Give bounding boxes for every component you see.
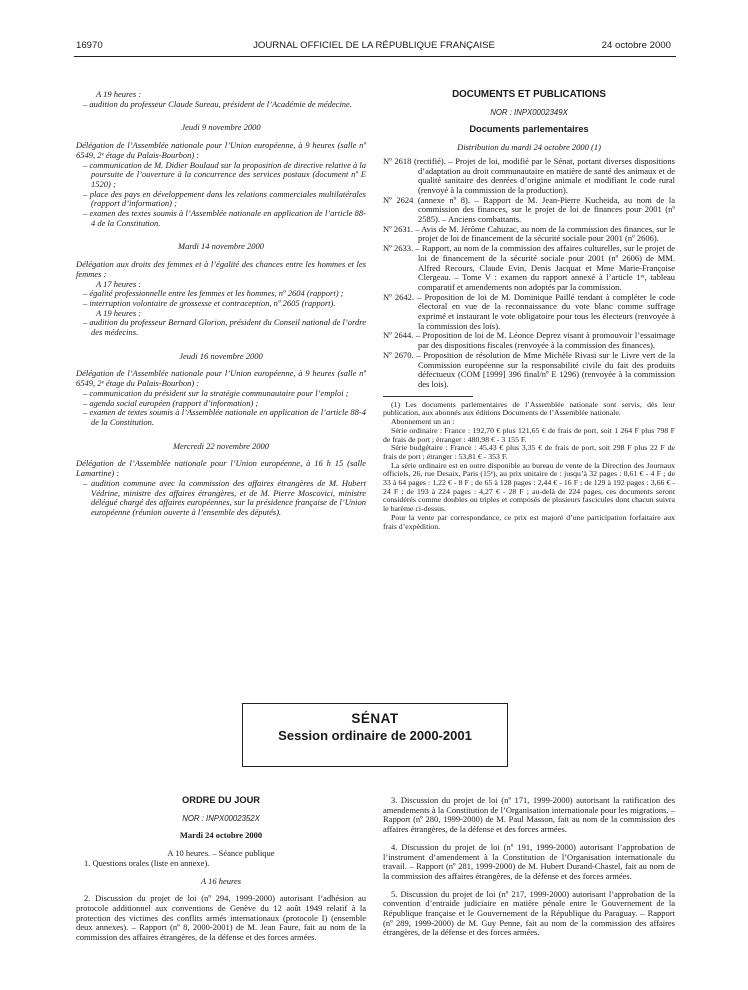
session-time: A 16 heures bbox=[200, 875, 242, 886]
document-entry: Nº 2633. – Rapport, au nom de la commission des affaires culturelles, sur le projet de loi de financement de la sécurité sociale pour 2001 (nº 2606) de MM. Alfred Recours, Claude Evin, Denis Jacquat et Mme Marie-Françoise Clergeau. – Tome V : examen du rapport annexé à l’article 1ᵉʳ, tableau comparatif et amendements non adoptés par la commission. bbox=[383, 243, 675, 292]
document-entry: Nº 2644. – Proposition de loi de M. Léonce Deprez visant à promouvoir l’essaimage par des dispositions fiscales (renvoyée à la commission des finances). bbox=[383, 330, 675, 351]
senat-banner bbox=[242, 703, 508, 767]
agenda-item: – agenda social européen (rapport d’information) ; bbox=[83, 397, 259, 408]
ordre-right-column bbox=[383, 796, 675, 938]
agenda-item: – place des pays en développement dans les relations commerciales multilatérales (rapport d’information) ; bbox=[83, 188, 366, 209]
footnote: (1) Les documents parlementaires de l’Assemblée nationale sont servis, dès leur publication, aux abonnés aux éditions Documents de l’Assemblée nationale. bbox=[383, 399, 675, 418]
nor-reference: NOR : INPX0002349X bbox=[490, 107, 568, 117]
day-heading: Mercredi 22 novembre 2000 bbox=[172, 440, 270, 451]
document-entry: Nº 2624 (annexe nº 8). – Rapport de M. Jean-Pierre Kucheida, au nom de la commission des finances, sur le projet de loi de finances pour 2001 (nº 2585). – Anciens combattants. bbox=[383, 194, 675, 225]
right-column bbox=[383, 90, 675, 531]
left-column bbox=[76, 90, 366, 518]
document-entry: Nº 2642. – Proposition de loi de M. Dominique Paillé tendant à compléter le code électoral en vue de la reconnaissance du vote blanc comme suffrage exprimé et instaurant le vote obligatoire pour tous les électeurs (renvoyée à la commission des lois). bbox=[383, 291, 675, 331]
time-label: A 19 heures : bbox=[96, 307, 142, 318]
footnote: Abonnement un an : bbox=[391, 417, 455, 427]
day-heading: Mardi 14 novembre 2000 bbox=[177, 241, 264, 252]
issue-date: 24 octobre 2000 bbox=[601, 40, 671, 51]
footnote: Pour la vente par correspondance, ce prix est majoré d’une participation forfaitaire aux frais d’expédition. bbox=[383, 512, 675, 531]
day-heading: Jeudi 9 novembre 2000 bbox=[181, 122, 261, 133]
document-entry: Nº 2670. – Proposition de résolution de Mme Michèle Rivasi sur le Livre vert de la Commission européenne sur la responsabilité civile du fait des produits défectueux (COM [1999] 396 final/nº E 1296) (renvoyée à la commission des lois). bbox=[383, 349, 675, 389]
nor-reference: NOR : INPX0002352X bbox=[182, 813, 260, 823]
delegation-intro: Délégation de l’Assemblée nationale pour l’Union européenne, à 16 h 15 (salle Lamartine) : bbox=[76, 458, 366, 479]
journal-title: JOURNAL OFFICIEL DE LA RÉPUBLIQUE FRANÇAISE bbox=[253, 40, 495, 51]
senat-session: Session ordinaire de 2000-2001 bbox=[278, 728, 472, 743]
agenda-item: – interruption volontaire de grossesse et contraception, nº 2605 (rapport). bbox=[83, 297, 336, 308]
document-entry: Nº 2631. – Avis de M. Jérôme Cahuzac, au nom de la commission des finances, sur le projet de loi de financement de la sécurité sociale pour 2001 (nº 2606). bbox=[383, 223, 675, 244]
delegation-intro: Délégation aux droits des femmes et à l’égalité des chances entre les hommes et les femmes : bbox=[76, 259, 366, 279]
page-header bbox=[0, 40, 748, 54]
ordre-item: 3. Discussion du projet de loi (nº 171, 1999-2000) autorisant la ratification des amendements à la Constitution de l’Organisation internationale pour les migrations. – Rapport (nº 280, 1999-2000) de M. Paul Masson, fait au nom de la commission des affaires étrangères, de la défense et des forces armées. bbox=[383, 795, 675, 835]
session-time: A 10 heures. – Séance publique bbox=[167, 848, 275, 859]
footnote: Série ordinaire : France : 192,70 € plus 121,65 € de frais de port, soit 1 264 F plus 798 F de frais de port ; étranger : 480,98 € - 3 155 F. bbox=[383, 425, 675, 444]
day-heading: Jeudi 16 novembre 2000 bbox=[179, 350, 263, 361]
ordre-item: 2. Discussion du projet de loi (nº 294, 1999-2000) autorisant l’adhésion au protocole additionnel aux conventions de Genève du 12 août 1949 relatif à la protection des victimes des conflits armés internationaux (protocole I) (ensemble deux annexes). – Rapport (nº 8, 2000-2001) de M. Jean Faure, fait au nom de la commission des affaires étrangères, de la défense et des forces armées. bbox=[76, 893, 366, 943]
ordre-title: ORDRE DU JOUR bbox=[182, 795, 260, 805]
time-label: A 19 heures : bbox=[96, 89, 142, 99]
ordre-item: 4. Discussion du projet de loi (nº 191, 1999-2000) autorisant l’approbation de l’instrument d’amendement à la Constitution de l’Organisation internationale du travail. – Rapport (nº 281, 1999-2000) de M. Hubert Durand-Chastel, fait au nom de la commission des affaires étrangères, de la défense et des forces armées. bbox=[383, 841, 675, 881]
agenda-item: – audition du professeur Bernard Glorion, président du Conseil national de l’ordre des médecins. bbox=[83, 317, 367, 338]
agenda-item: – audition du professeur Claude Sureau, président de l’Académie de médecine. bbox=[83, 98, 352, 109]
agenda-item: – audition commune avec la commission des affaires étrangères de M. Hubert Védrine, ministre des affaires étrangères, et de M. Pierre Moscovici, ministre délégué chargé des affaires européennes, sur la présidence française de l’Union européenne (réunion ouverte à l’ensemble des députés). bbox=[83, 477, 366, 517]
ordre-item: 5. Discussion du projet de loi (nº 217, 1999-2000) autorisant l’approbation de la convention d’entraide judiciaire en matière pénale entre le Gouvernement de la République française et le Gouvernement de la République du Paraguay. – Rapport (nº 289, 1999-2000) de M. Guy Penne, fait au nom de la commission des affaires étrangères, de la défense et des forces armées. bbox=[383, 888, 675, 938]
distribution-date: Distribution du mardi 24 octobre 2000 (1) bbox=[457, 142, 601, 153]
delegation-intro: Délégation de l’Assemblée nationale pour l’Union européenne, à 9 heures (salle nº 6549, 2ᵉ étage du Palais-Bourbon) : bbox=[76, 368, 366, 389]
ordre-left-column bbox=[76, 796, 366, 943]
agenda-item: – examen de textes soumis à l’Assemblée nationale en application de l’article 88-4 de la Constitution. bbox=[83, 407, 366, 427]
senat-title: SÉNAT bbox=[351, 711, 399, 726]
agenda-item: – examen des textes soumis à l’Assemblée nationale en application de l’article 88-4 de la Constitution. bbox=[83, 208, 366, 228]
footnote: La série ordinaire est en outre disponible au bureau de vente de la Direction des Journaux officiels, 26, rue Desaix, Paris (15ᵉ), au prix unitaire de : jusqu’à 32 pages : 0,61 € - 4 F ; de 33 à 64 pages : 1,22 € - 8 F ; de 65 à 128 pages : 2,44 € - 16 F ; de 129 à 192 pages : 3,66 € - 24 F ; de 193 à 224 pages : 4,27 € - 28 F ; au-delà de 224 pages, ces documents seront considérés comme doubles ou triples et composés de plusieurs fascicules dont chacun suivra le barème ci-dessus. bbox=[383, 460, 675, 514]
delegation-intro: Délégation de l’Assemblée nationale pour l’Union européenne, à 9 heures (salle nº 6549, 2ᵉ étage du Palais-Bourbon) : bbox=[76, 140, 366, 160]
document-entry: Nº 2618 (rectifié). – Projet de loi, modifié par le Sénat, portant diverses dispositions d’adaptation au droit communautaire en matière de santé des animaux et de qualité sanitaire des denrées d’origine animale et modifiant le code rural (renvoyé à la commission de la production). bbox=[383, 155, 675, 195]
agenda-item: – communication de M. Didier Boulaud sur la proposition de directive relative à la poursuite de l’ouverture à la concurrence des services postaux (document nº E 1520) ; bbox=[83, 159, 366, 189]
ordre-item: 1. Questions orales (liste en annexe). bbox=[84, 857, 210, 868]
agenda-item: – communication du président sur la stratégie communautaire pour l’emploi ; bbox=[83, 387, 349, 398]
agenda-item: – égalité professionnelle entre les femmes et les hommes, nº 2604 (rapport) ; bbox=[83, 288, 344, 299]
footnote: Série budgétaire : France : 45,43 € plus 3,35 € de frais de port, soit 298 F plus 22 F de frais de port ; étranger : 53,81 € - 353 F. bbox=[383, 443, 675, 461]
ordre-day: Mardi 24 octobre 2000 bbox=[179, 830, 263, 841]
time-label: A 17 heures : bbox=[96, 278, 142, 289]
section-title: DOCUMENTS ET PUBLICATIONS bbox=[452, 89, 606, 100]
sub-title: Documents parlementaires bbox=[469, 124, 589, 135]
footnotes bbox=[383, 401, 675, 532]
header-rule bbox=[74, 56, 676, 57]
page-number: 16970 bbox=[76, 40, 103, 51]
